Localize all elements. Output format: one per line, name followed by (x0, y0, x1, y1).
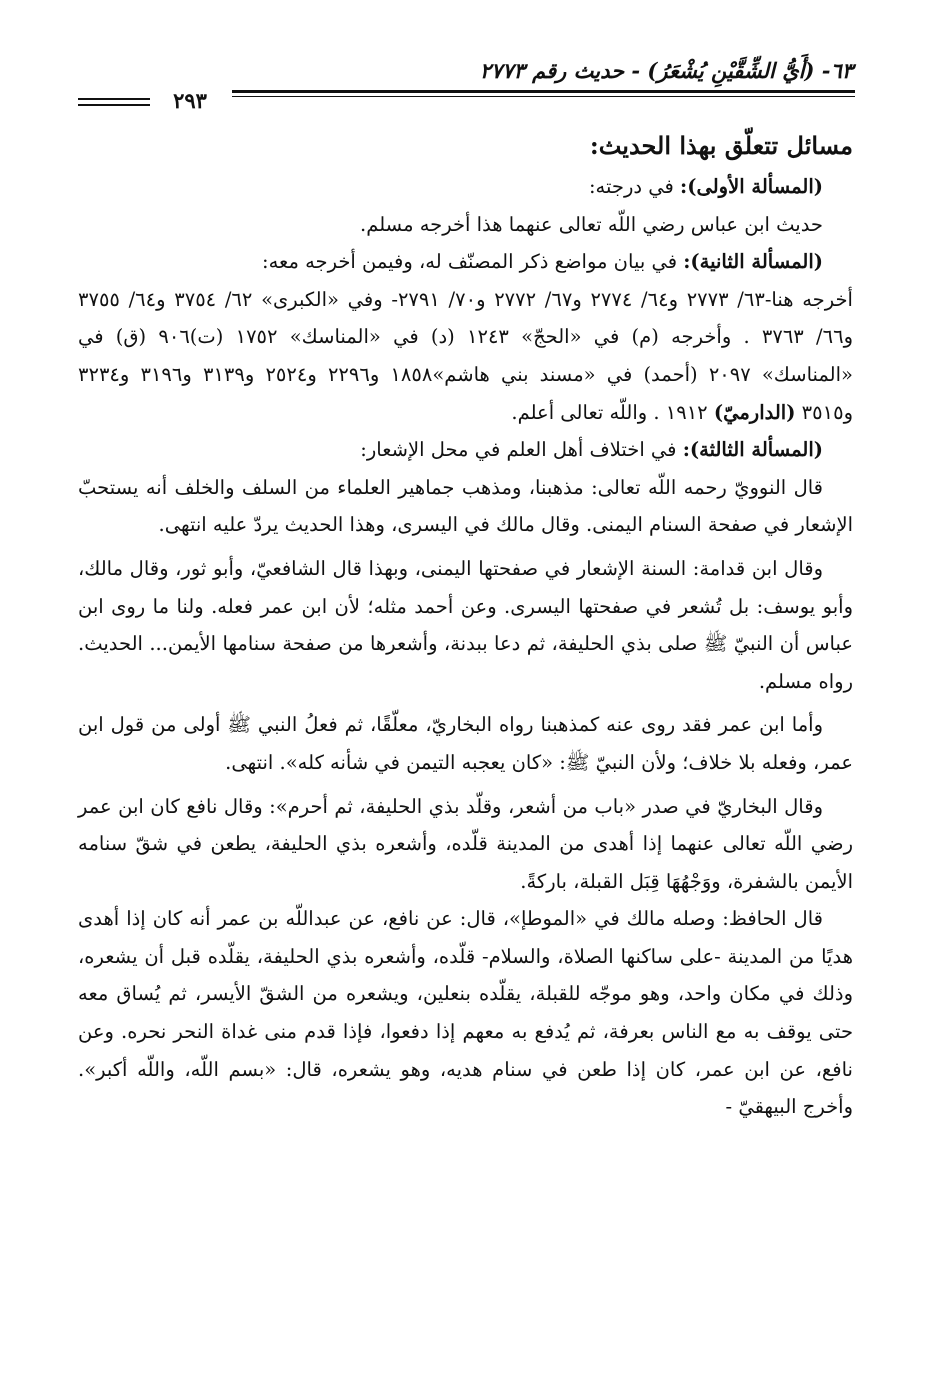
issue3-paragraph: وقال ابن قدامة: السنة الإشعار في صفحتها اليمنى، وبهذا قال الشافعيّ، وأبو ثور، وقال مالك، وأبو يوسف: بل تُشعر في صفحتها اليسرى. وعن أحمد مثله؛ لأن ابن عمر فعله. ولنا ما روى ابن عباس أن النبيّ ﷺ صلى بذي الحليفة، ثم دعا ببدنة، وأشعرها من صفحة سنامها الأيمن... الحديث. رواه مسلم. (78, 556, 853, 693)
page-number-rule-bottom (78, 104, 150, 106)
issue3-paragraph: وقال البخاريّ في صدر «باب من أشعر، وقلّد بذي الحليفة، ثم أحرم»: وقال نافع كان ابن عمر رضي اللّه تعالى عنهما إذا أهدى من المدينة قلّده، وأشعره بذي الحليفة، يطعن في شقّ سنامه الأيمن بالشفرة، ووَجْهُهَا قِبَل القبلة، باركةً. (78, 794, 853, 893)
issue2-topic: في بيان مواضع ذكر المصنّف له، وفيمن أخرجه معه: (262, 250, 684, 274)
issue3-heading (78, 431, 853, 469)
issue1-label: (المسألة الأولى): (680, 175, 823, 198)
page-body (78, 126, 853, 1126)
issue2-text (78, 281, 853, 431)
issue1-topic: في درجته: (588, 175, 681, 198)
section-title: مسائل تتعلّق بهذا الحديث: (589, 131, 853, 160)
header-rule-thin (232, 96, 855, 97)
issue2-text-part1: أخرجه هنا-٦٣/ ٢٧٧٣ و٦٤/ ٢٧٧٤ و٦٧/ ٢٧٧٢ و٧٠/ ٢٧٩١- وفي «الكبرى» ٦٢/ ٣٧٥٤ و٦٤/ ٣٧٥٥ و٦٦/ ٣٧٦٣ . وأخرجه (م) في «الحجّ» ١٢٤٣ (د) في «المناسك» ١٧٥٢ (ت)٩٠٦ (ق) في «المناسك» ٢٠٩٧ (أحمد) في «مسند بني هاشم»١٨٥٨ و٢٢٩٦ و٢٥٢٤ و٣١٣٩ و٣١٩٦ و٣٢٣٤ و٣٥١٥ (78, 287, 853, 424)
running-head: ٦٣- (أَيُّ الشِّقَّيْنِ يُشْعَرُ) - حديث رقم ٢٧٧٣ (479, 58, 853, 83)
page-number: ٢٩٣ (173, 88, 207, 113)
issue3-paragraph: قال النوويّ رحمه اللّه تعالى: مذهبنا، ومذهب جماهير العلماء من السلف والخلف أنه يستحبّ الإشعار في صفحة السنام اليمنى. وقال مالك في اليسرى، وهذا الحديث يردّ عليه انتهى. (78, 475, 853, 537)
issue1-text: حديث ابن عباس رضي اللّه تعالى عنهما هذا أخرجه مسلم. (360, 212, 823, 236)
issue2-darimi-label: (الدارميّ) (713, 400, 796, 424)
page-number-rule-top (78, 98, 150, 100)
issue2-heading (78, 243, 853, 281)
issue3-paragraph: وأما ابن عمر فقد روى عنه كمذهبنا رواه البخاريّ، معلّقًا، ثم فعلُ النبي ﷺ أولى من قول ابن عمر، وفعله بلا خلاف؛ ولأن النبيّ ﷺ: «كان يعجبه التيمن في شأنه كله». انتهى. (78, 713, 853, 774)
issue3-paragraph: قال الحافظ: وصله مالك في «الموطإ»، قال: عن نافع، عن عبداللّه بن عمر أنه كان إذا أهدى هديًا من المدينة -على ساكنها الصلاة، والسلام- قلّده، وأشعره بذي الحليفة، يقلّده قبل أن يشعره، وذلك في مكان واحد، وهو موجّه للقبلة، يقلّده بنعلين، ويشعره من الشقّ الأيسر، ثم يُساق معه حتى يوقف به مع الناس بعرفة، ثم يُدفع به معهم إذا دفعوا، فإذا قدم منى غداة النحر نحره. وعن نافع، عن ابن عمر، كان إذا طعن في سنام هديه، وهو يشعره، قال: «بسم اللّه، واللّه أكبر». وأخرج البيهقيّ - (78, 907, 853, 1119)
issue2-text-part2: ١٩١٢ . واللّه تعالى أعلم. (511, 400, 714, 424)
issue1-heading (78, 168, 853, 206)
header-rule-thick (232, 90, 855, 93)
issue3-label: (المسألة الثالثة): (682, 438, 823, 462)
issue3-topic: في اختلاف أهل العلم في محل الإشعار: (360, 438, 683, 462)
issue2-label: (المسألة الثانية): (683, 250, 823, 274)
